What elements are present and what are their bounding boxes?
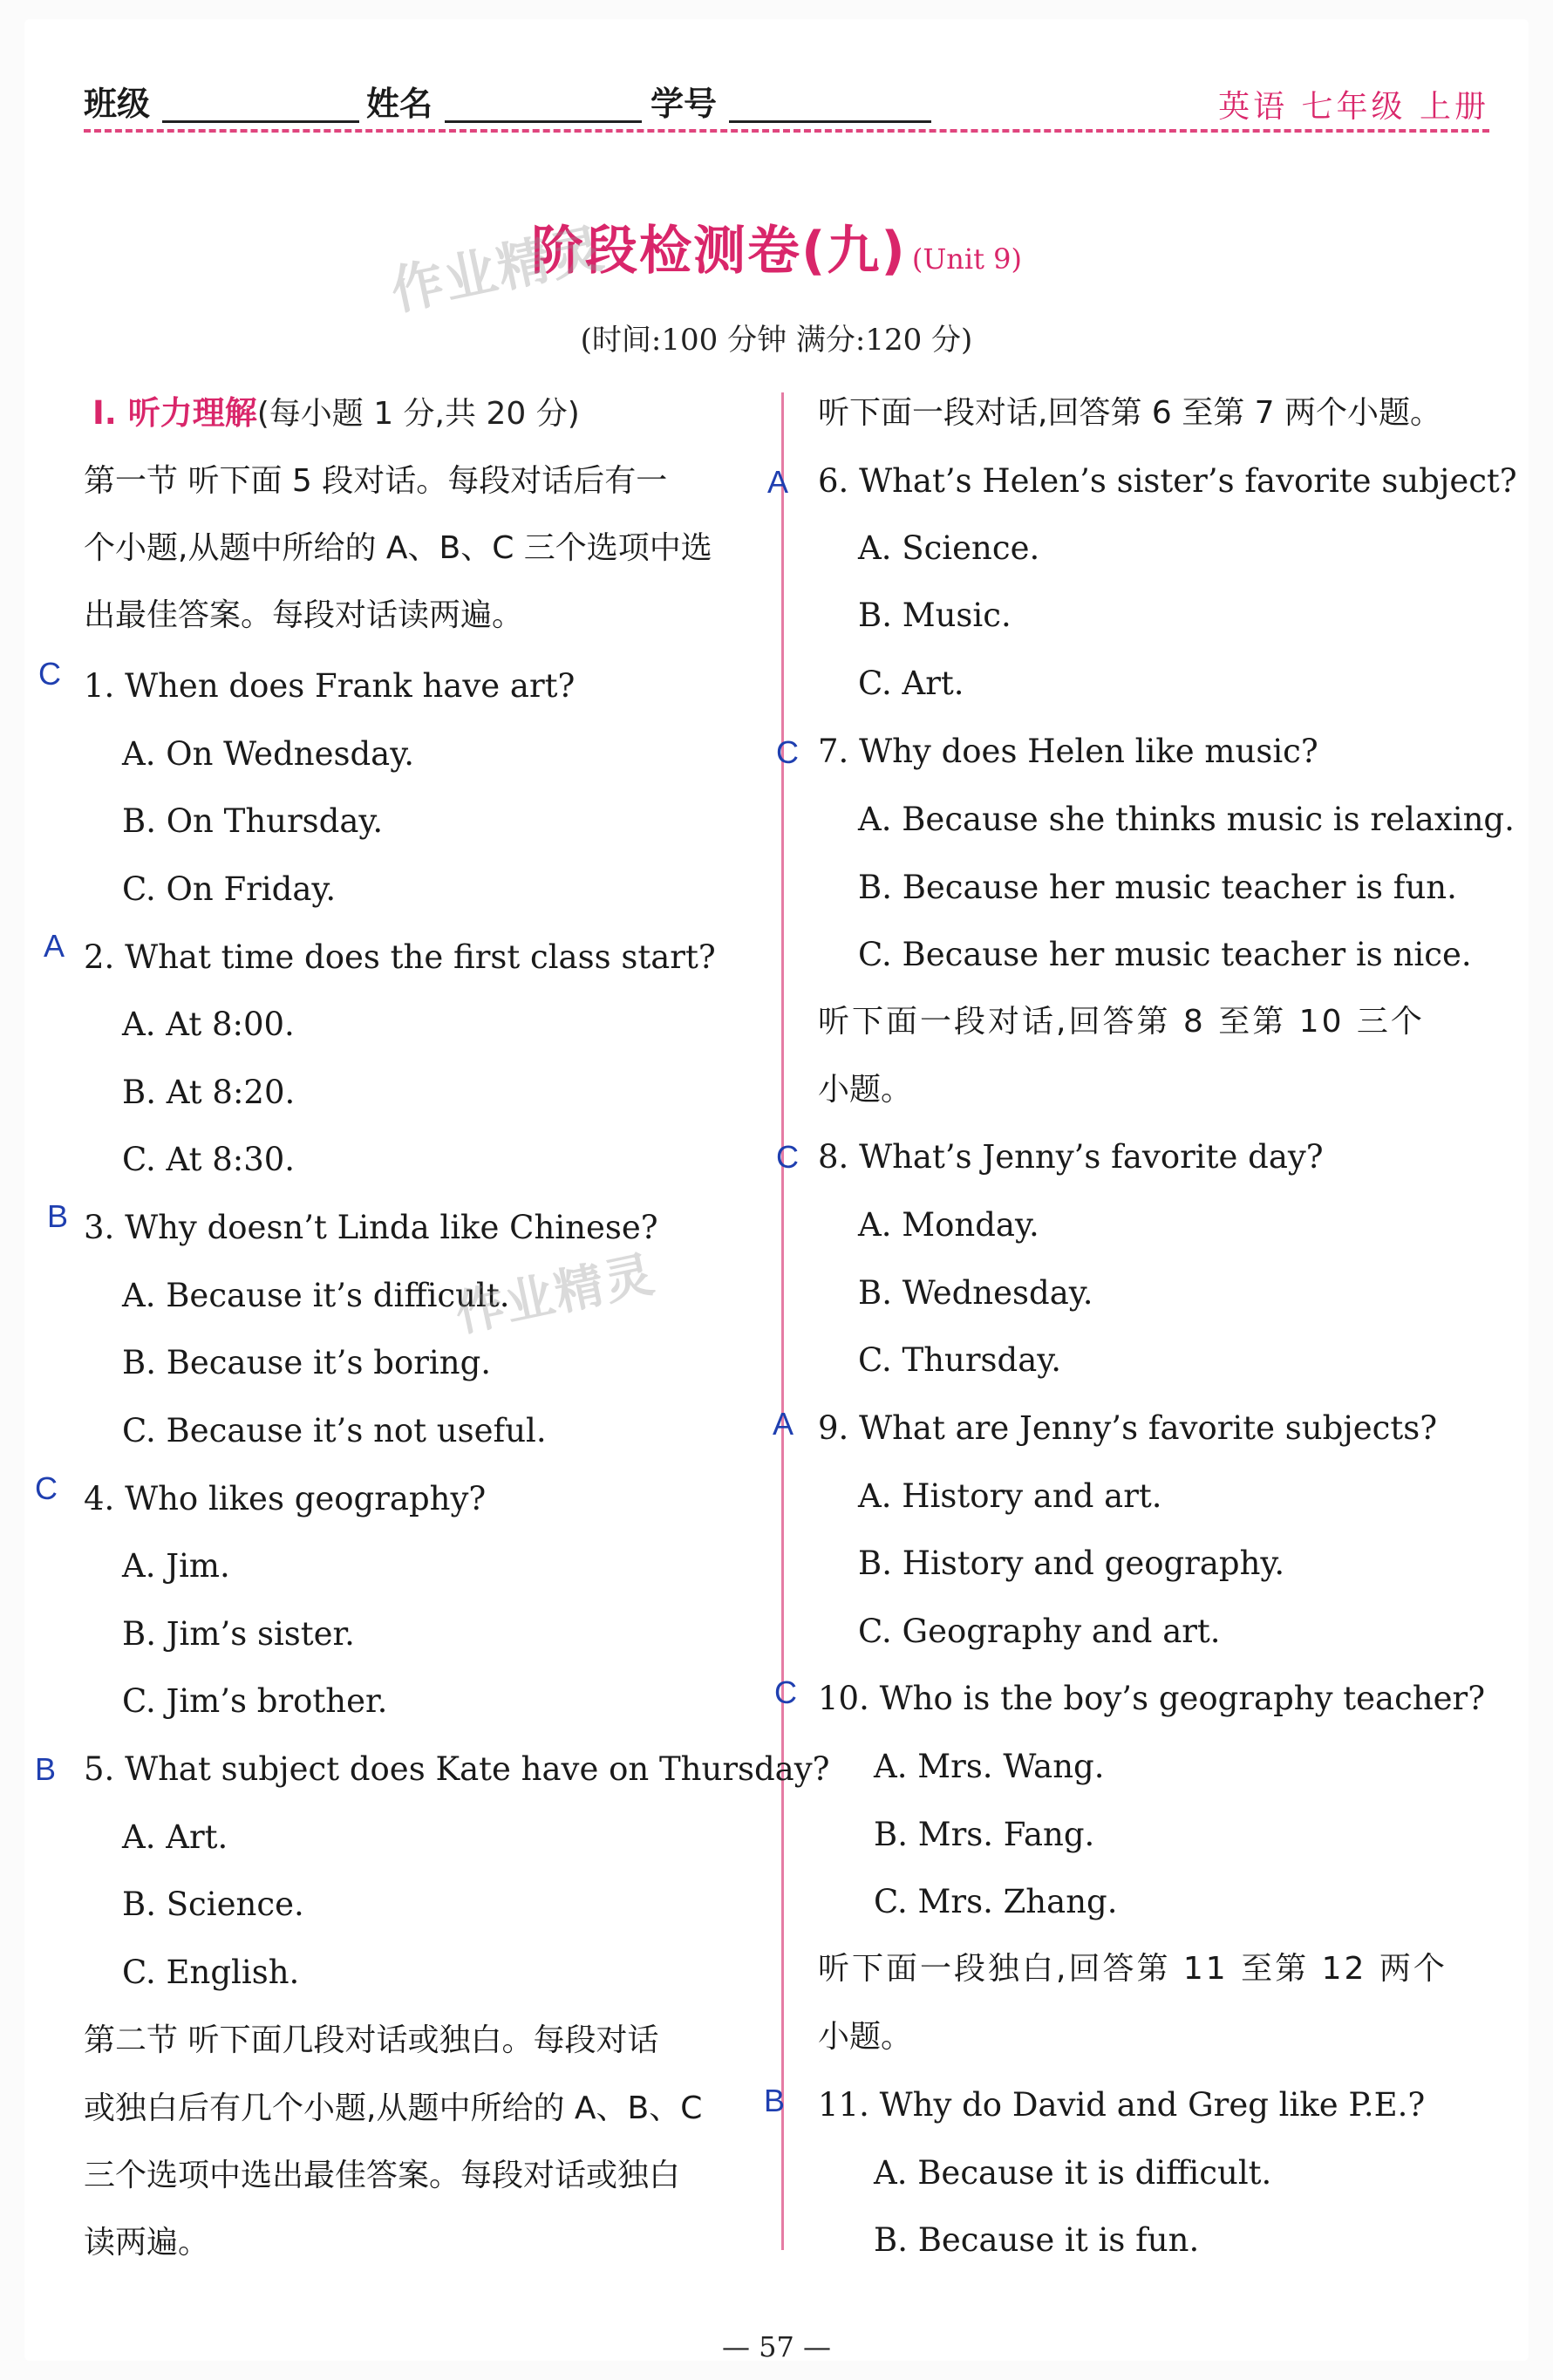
option[interactable]: C. Thursday.: [858, 1341, 1062, 1379]
question-10: 10. Who is the boy’s geography teacher?: [818, 1680, 1486, 1717]
option[interactable]: B. On Thursday.: [122, 802, 384, 840]
option[interactable]: A. History and art.: [858, 1477, 1162, 1515]
exam-meta: (时间:100 分钟 满分:120 分): [580, 323, 973, 358]
listening-instruction: 小题。: [818, 2019, 913, 2055]
option[interactable]: B. History and geography.: [858, 1545, 1285, 1582]
handwritten-answer: A: [767, 464, 789, 500]
section-score-note: (每小题 1 分,共 20 分): [256, 396, 580, 432]
option[interactable]: B. Music.: [858, 597, 1011, 634]
question-7: 7. Why does Helen like music?: [818, 733, 1318, 770]
handwritten-answer: C: [774, 1674, 797, 1710]
option[interactable]: B. Mrs. Fang.: [874, 1816, 1095, 1853]
listening-instruction: 小题。: [818, 1072, 913, 1108]
question-5: 5. What subject does Kate have on Thursday?: [84, 1750, 830, 1788]
part2-instruction-line: 第二节 听下面几段对话或独白。每段对话: [84, 2022, 659, 2058]
header-fields: [84, 77, 1489, 129]
option[interactable]: A. Because it’s difficult.: [122, 1277, 510, 1314]
option[interactable]: B. Wednesday.: [858, 1274, 1093, 1312]
question-6: 6. What’s Helen’s sister’s favorite subject?: [818, 462, 1517, 500]
option[interactable]: B. Jim’s sister.: [122, 1615, 355, 1653]
title-block: [0, 209, 1553, 284]
option[interactable]: C. English.: [122, 1954, 300, 1991]
part2-instruction-line: 或独白后有几个小题,从题中所给的 A、B、C: [84, 2090, 703, 2126]
page-number: — 57 —: [721, 2330, 832, 2363]
option[interactable]: C. Art.: [858, 665, 964, 702]
question-11: 11. Why do David and Greg like P.E.?: [818, 2086, 1426, 2124]
handwritten-answer: A: [773, 1406, 794, 1442]
section-title: Ⅰ. 听力理解: [92, 394, 257, 432]
handwritten-answer: C: [35, 1470, 58, 1506]
option[interactable]: A. At 8:00.: [122, 1006, 295, 1043]
student-id-label: 学号: [650, 85, 718, 123]
question-8: 8. What’s Jenny’s favorite day?: [818, 1138, 1324, 1176]
option[interactable]: A. Mrs. Wang.: [874, 1748, 1105, 1785]
subject-tag: 英语 七年级 上册: [1218, 89, 1489, 125]
option[interactable]: B. Because her music teacher is fun.: [858, 869, 1457, 906]
page-title: 阶段检测卷(九): [530, 221, 907, 282]
handwritten-answer: B: [47, 1198, 69, 1234]
listening-instruction: 听下面一段对话,回答第 6 至第 7 两个小题。: [818, 395, 1442, 431]
class-blank[interactable]: [162, 120, 359, 123]
option[interactable]: C. At 8:30.: [122, 1141, 296, 1178]
option[interactable]: A. Science.: [858, 529, 1040, 567]
name-label: 姓名: [366, 85, 433, 123]
section-heading: [92, 394, 580, 433]
part1-instruction-line: 个小题,从题中所给的 A、B、C 三个选项中选: [84, 530, 712, 566]
name-blank[interactable]: [445, 120, 642, 123]
unit-label: (Unit 9): [911, 242, 1022, 276]
column-divider: [781, 392, 784, 2250]
watermark-logo: 作业精灵: [385, 217, 610, 323]
option[interactable]: A. On Wednesday.: [122, 735, 414, 773]
student-id-blank[interactable]: [729, 120, 931, 123]
option[interactable]: A. Jim.: [122, 1547, 230, 1585]
handwritten-answer: B: [764, 2083, 786, 2118]
question-1: 1. When does Frank have art?: [84, 667, 576, 705]
option[interactable]: C. On Friday.: [122, 870, 337, 908]
option[interactable]: A. Art.: [122, 1818, 228, 1856]
question-2: 2. What time does the first class start?: [84, 938, 716, 976]
handwritten-answer: C: [776, 734, 799, 770]
class-label: 班级: [84, 85, 151, 123]
option[interactable]: A. Because it is difficult.: [874, 2154, 1272, 2192]
handwritten-answer: B: [35, 1751, 57, 1787]
option[interactable]: A. Because she thinks music is relaxing.: [858, 801, 1515, 838]
option[interactable]: C. Jim’s brother.: [122, 1682, 388, 1720]
page-sheet: [24, 19, 1529, 2361]
listening-instruction: 听下面一段独白,回答第 11 至第 12 两个: [818, 1951, 1447, 1987]
option[interactable]: B. Because it is fun.: [874, 2221, 1200, 2259]
watermark-logo: 作业精灵: [450, 1245, 661, 1344]
part1-instruction-line: 出最佳答案。每段对话读两遍。: [84, 597, 524, 633]
option[interactable]: C. Geography and art.: [858, 1613, 1221, 1650]
question-9: 9. What are Jenny’s favorite subjects?: [818, 1409, 1438, 1447]
handwritten-answer: C: [38, 656, 61, 692]
option[interactable]: A. Monday.: [858, 1206, 1039, 1244]
option[interactable]: B. Because it’s boring.: [122, 1344, 492, 1381]
header-divider: [84, 129, 1489, 133]
option[interactable]: C. Because her music teacher is nice.: [858, 936, 1472, 973]
part2-instruction-line: 三个选项中选出最佳答案。每段对话或独白: [84, 2158, 681, 2193]
part2-instruction-line: 读两遍。: [84, 2225, 210, 2261]
option[interactable]: C. Because it’s not useful.: [122, 1412, 547, 1449]
question-4: 4. Who likes geography?: [84, 1480, 487, 1517]
option[interactable]: C. Mrs. Zhang.: [874, 1883, 1118, 1920]
handwritten-answer: C: [776, 1139, 799, 1175]
option[interactable]: B. Science.: [122, 1886, 304, 1923]
part1-instruction-line: 第一节 听下面 5 段对话。每段对话后有一: [84, 463, 668, 499]
question-3: 3. Why doesn’t Linda like Chinese?: [84, 1209, 658, 1246]
option[interactable]: B. At 8:20.: [122, 1074, 296, 1111]
handwritten-answer: A: [44, 928, 65, 964]
listening-instruction: 听下面一段对话,回答第 8 至第 10 三个: [818, 1004, 1425, 1040]
